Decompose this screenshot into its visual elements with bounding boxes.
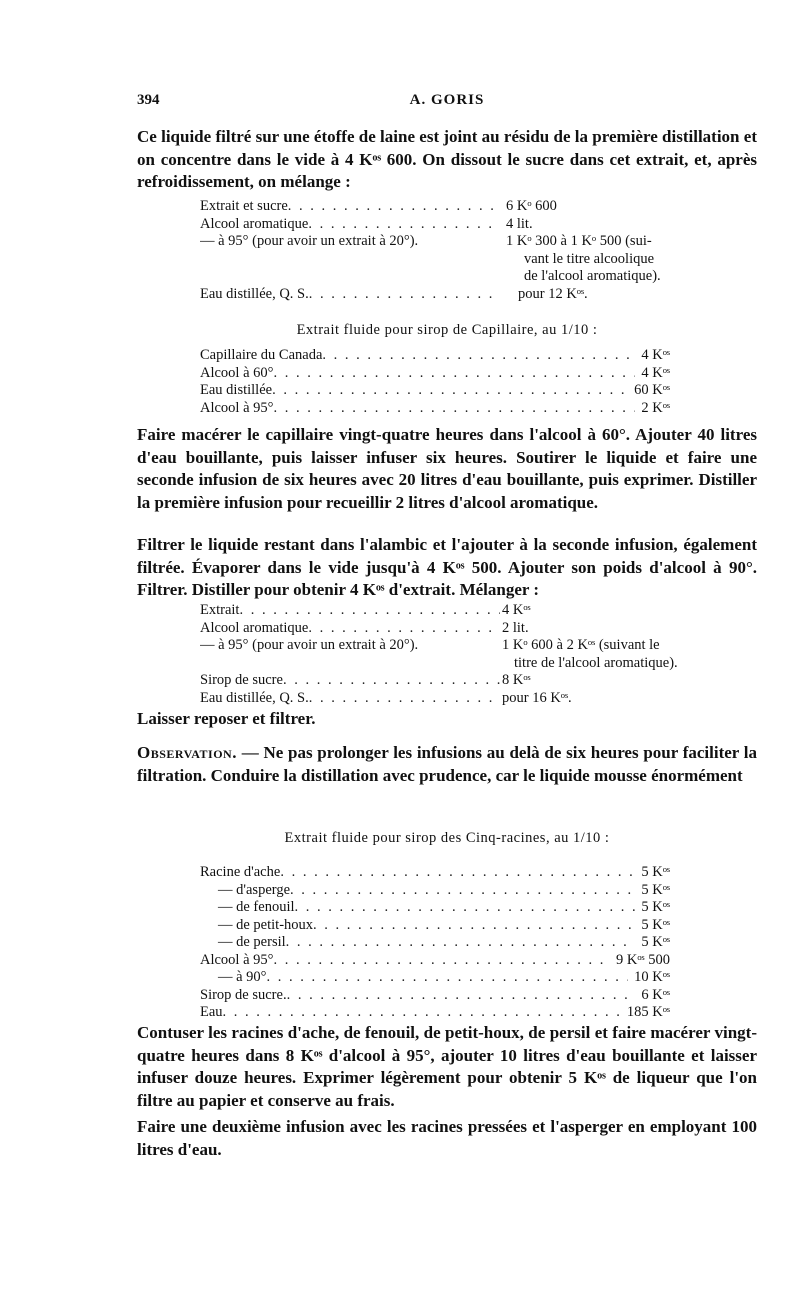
quantity: 2 lit. <box>502 619 529 636</box>
recipe-table-1-quantities <box>506 198 746 303</box>
capillaire-paragraph-1: Faire macérer le capillaire vingt-quatre heures dans l'alcool à 60°. Ajouter 40 litres d'eau bouillante, puis laisser infuser six heures. Soutirer le liquide et faire une seconde infusion de six heures avec 20 litres d'eau bouillante, puis exprimer. Distiller la première infusion pour recueillir 2 litres d'alcool aromatique. <box>137 425 757 512</box>
recipe-row: — d'asperge . . . 5 Kᵒˢ <box>200 882 670 900</box>
quantity: 1 Kᵒ 300 à 1 Kᵒ 500 (sui- <box>506 233 652 249</box>
quantity: pour 16 Kᵒˢ. <box>502 689 572 706</box>
cinq-racines-paragraph-1: Contuser les racines d'ache, de fenouil, de petit-houx, de persil et faire macérer vingt-quatre heures dans 8 Kᵒˢ d'alcool à 95°, ajouter 10 litres d'eau bouillante et laisser infuser douze heures. Exprimer légèrement pour obtenir 5 Kᵒˢ de liqueur que l'on filtre au papier et conserve au frais. <box>137 1023 757 1110</box>
recipe-table-cinq-racines <box>200 864 670 1022</box>
page-header <box>137 92 757 114</box>
recipe-row: Alcool aromatique . . . <box>200 216 500 234</box>
recipe-row: Alcool à 95° . . . 2 Kᵒˢ <box>200 400 670 418</box>
closing-line: Laisser reposer et filtrer. <box>137 709 316 728</box>
running-title: A. GORIS <box>409 92 485 108</box>
quantity: vant le titre alcoolique <box>524 250 655 267</box>
recipe-row: Sirop de sucre. . . . 6 Kᵒˢ <box>200 987 670 1005</box>
recipe-row: Sirop de sucre . . . <box>200 672 500 690</box>
section-heading-cinq-racines: Extrait fluide pour sirop des Cinq-racines, au 1/10 : <box>284 830 610 846</box>
quantity: 1 Kᵒ 600 à 2 Kᵒˢ (suivant le <box>502 637 660 653</box>
recipe-row: — à 95° (pour avoir un extrait à 20°). <box>200 637 419 653</box>
page-number: 394 <box>137 92 160 108</box>
recipe-row: Eau distillée . . . 60 Kᵒˢ <box>200 382 670 400</box>
recipe-table-1 <box>200 198 500 303</box>
observation-label: Observation. <box>137 743 237 762</box>
recipe-row: Alcool à 95° . . . 9 Kᵒˢ 500 <box>200 952 670 970</box>
recipe-row: Eau distillée, Q. S. . . . <box>200 286 500 304</box>
recipe-row: Racine d'ache . . . 5 Kᵒˢ <box>200 864 670 882</box>
recipe-row: Eau . . . 185 Kᵒˢ <box>200 1004 670 1022</box>
quantity: pour 12 Kᵒˢ. <box>518 285 588 302</box>
recipe-row: Extrait . . . <box>200 602 500 620</box>
recipe-row: — à 95° (pour avoir un extrait à 20°). <box>200 233 419 249</box>
recipe-row: Alcool aromatique . . . <box>200 620 500 638</box>
quantity: 4 Kᵒˢ <box>502 602 531 618</box>
quantity: titre de l'alcool aromatique). <box>514 654 678 671</box>
intro-paragraph: Ce liquide filtré sur une étoffe de laine est joint au résidu de la première distillation et on concentre dans le vide à 4 Kᵒˢ 600. On dissout le sucre dans cet extrait, et, après refroidissement, on mélange : <box>137 127 757 191</box>
recipe-table-capillaire-mix-quantities <box>502 602 752 707</box>
cinq-racines-paragraph-2: Faire une deuxième infusion avec les racines pressées et l'asperger en employant 100 litres d'eau. <box>137 1117 757 1159</box>
recipe-row: Extrait et sucre . . . <box>200 198 500 216</box>
recipe-table-capillaire <box>200 347 670 417</box>
recipe-row: — de fenouil . . . 5 Kᵒˢ <box>200 899 670 917</box>
section-heading-capillaire: Extrait fluide pour sirop de Capillaire, au 1/10 : <box>296 322 598 338</box>
observation-text: — Ne pas prolonger les infusions au delà de six heures pour faciliter la filtration. Conduire la distillation avec prudence, car le liquide mousse énormément <box>137 743 757 785</box>
recipe-row: — de petit-houx . . . 5 Kᵒˢ <box>200 917 670 935</box>
quantity: de l'alcool aromatique). <box>524 268 661 284</box>
recipe-row: — de persil . . . 5 Kᵒˢ <box>200 934 670 952</box>
observation-paragraph <box>137 742 757 787</box>
quantity: 6 Kᵒ 600 <box>506 198 557 214</box>
recipe-table-capillaire-mix <box>200 602 500 707</box>
quantity: 4 lit. <box>506 215 533 232</box>
recipe-row: Capillaire du Canada . . . 4 Kᵒˢ <box>200 347 670 365</box>
quantity: 8 Kᵒˢ <box>502 672 531 688</box>
capillaire-paragraph-2: Filtrer le liquide restant dans l'alambic et l'ajouter à la seconde infusion, également filtrée. Évaporer dans le vide jusqu'à 4 Kᵒˢ 500. Ajouter son poids d'alcool à 90°. Filtrer. Distiller pour obtenir 4 Kᵒˢ d'extrait. Mélanger : <box>137 535 757 599</box>
recipe-row: Alcool à 60° . . . 4 Kᵒˢ <box>200 365 670 383</box>
recipe-row: — à 90° . . . 10 Kᵒˢ <box>200 969 670 987</box>
recipe-row: Eau distillée, Q. S. . . . <box>200 690 500 708</box>
